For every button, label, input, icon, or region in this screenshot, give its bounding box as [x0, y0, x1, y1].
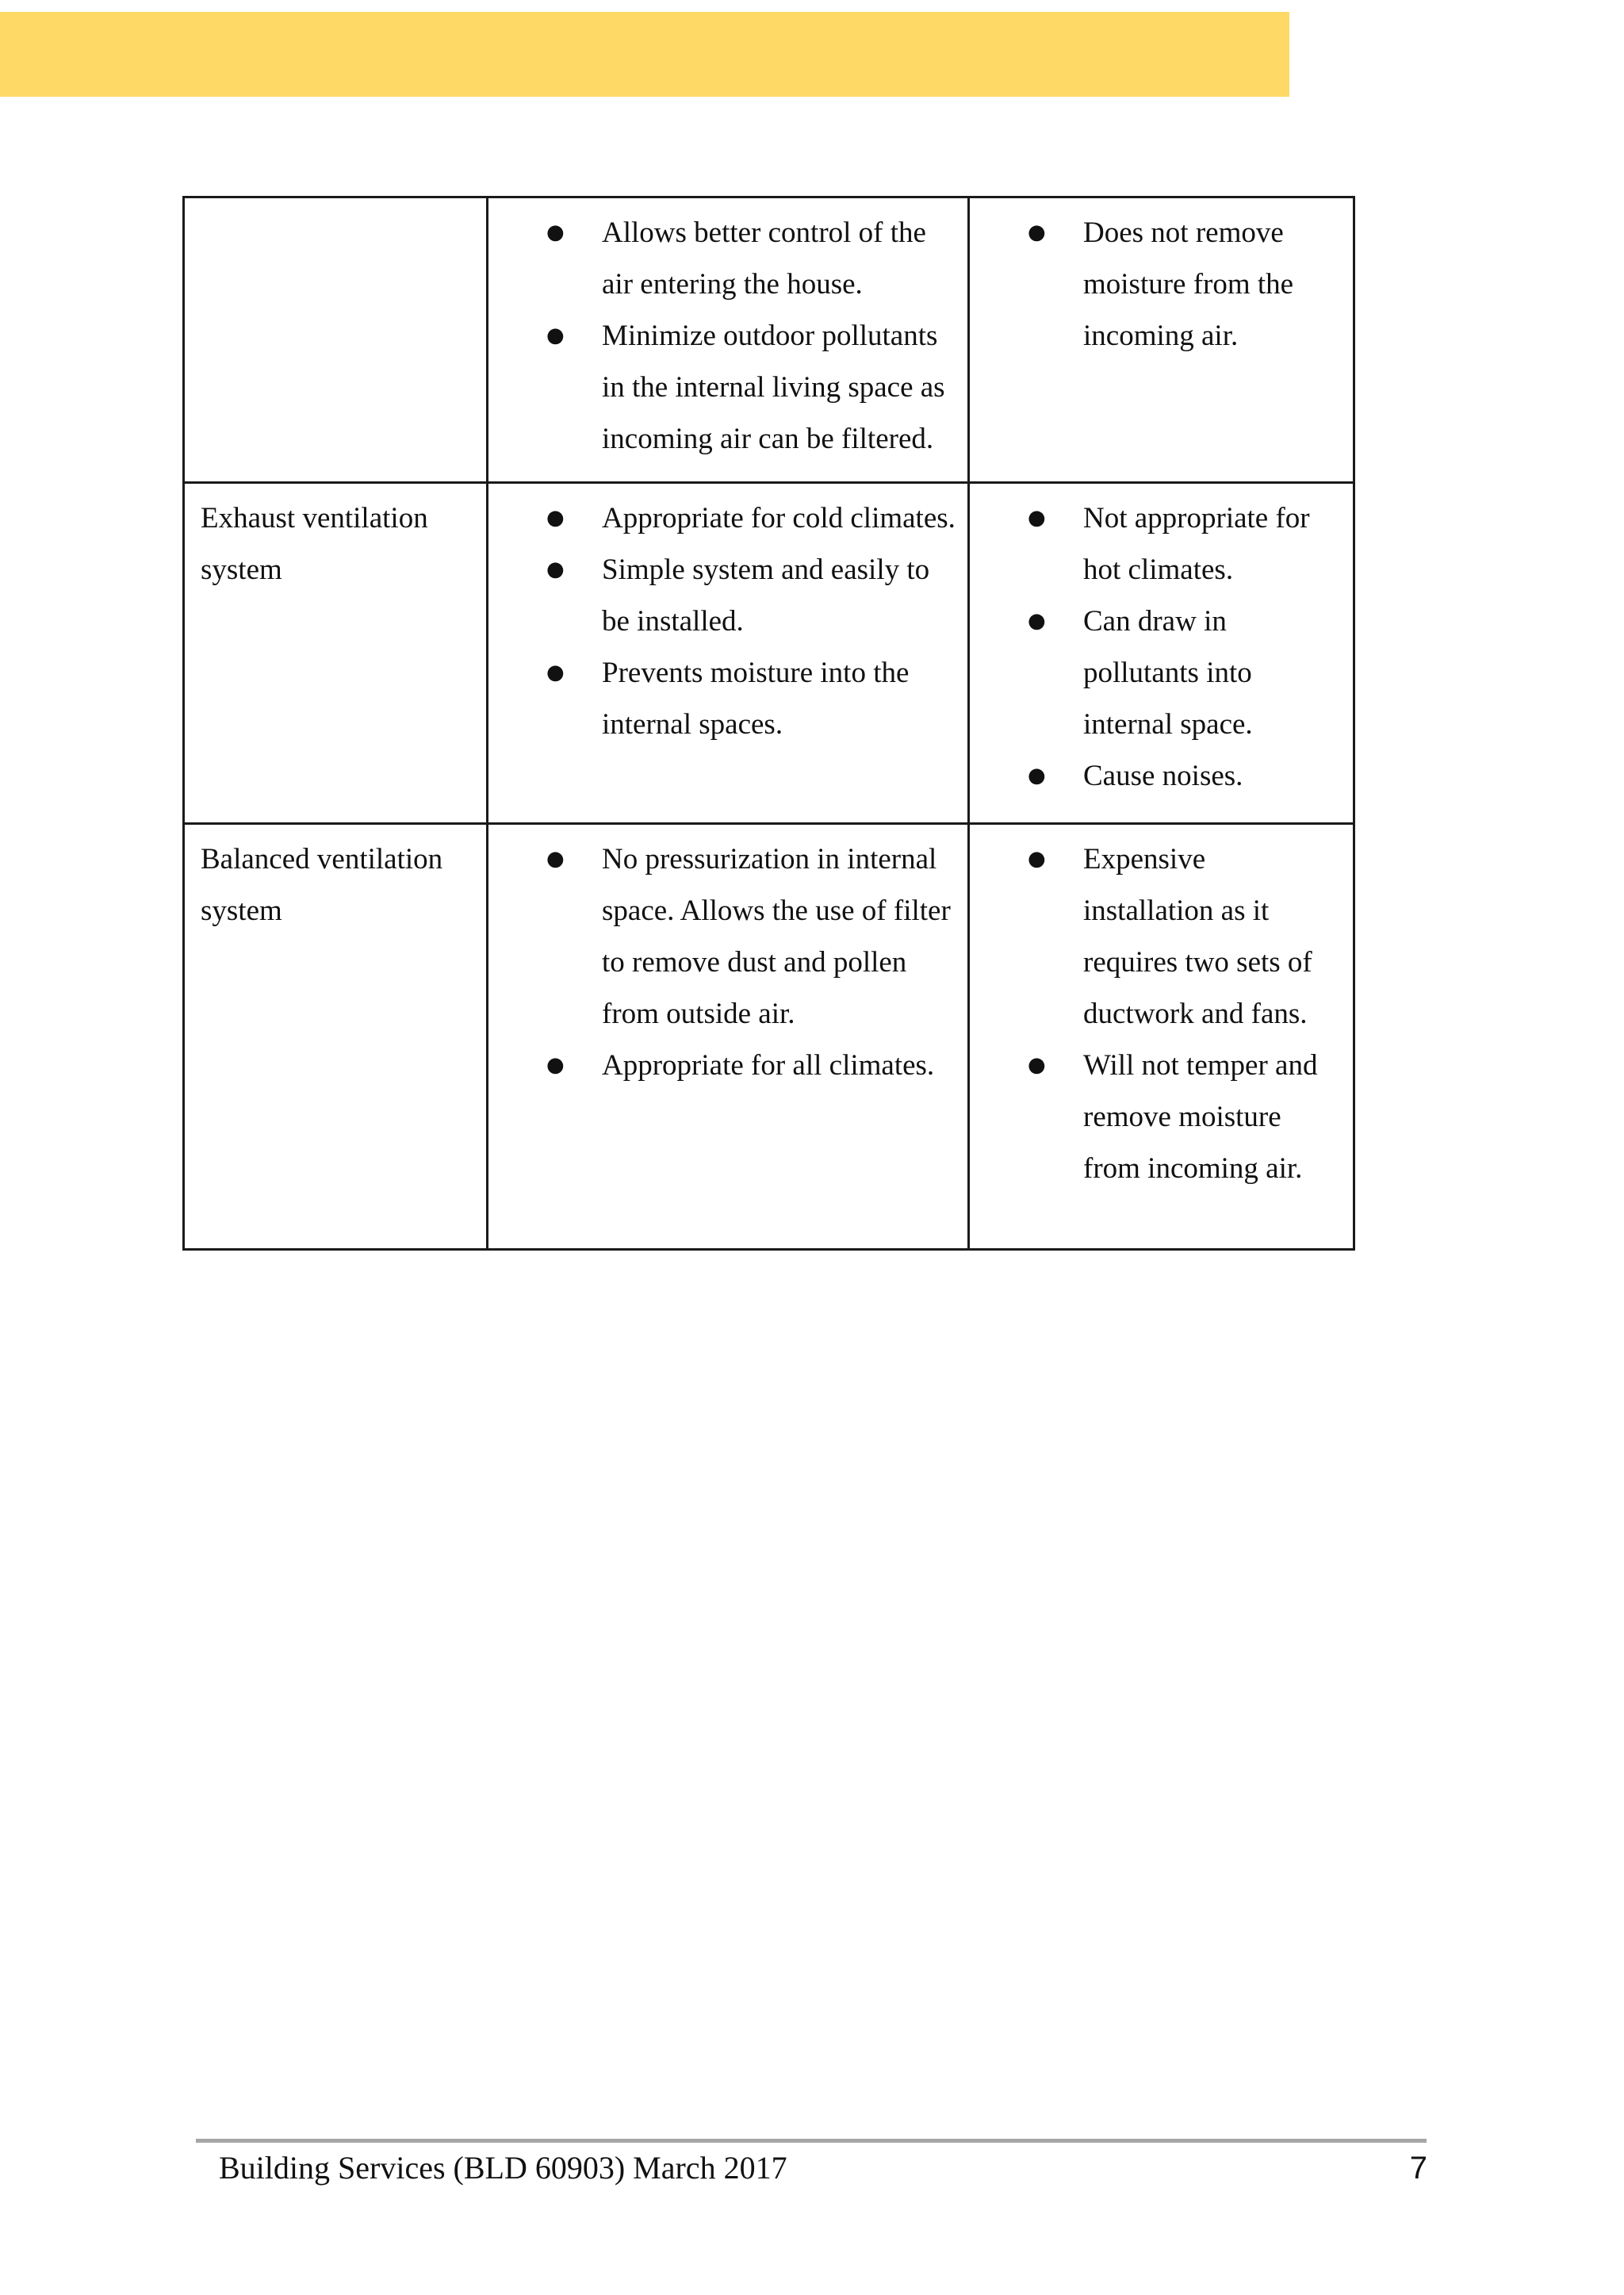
- bullet-icon: ●: [546, 324, 565, 347]
- system-name: Balanced ventilation system: [201, 843, 443, 927]
- footer-divider: [196, 2139, 1427, 2143]
- disadvantages-list: [970, 198, 1353, 362]
- system-name-cell: [184, 483, 488, 824]
- table-row: [184, 197, 1354, 483]
- advantages-list: [488, 825, 967, 1091]
- bullet-icon: ●: [546, 220, 565, 244]
- list-item: ● Simple system and easily to be installed.: [602, 544, 956, 647]
- list-item: ● Prevents moisture into the internal spaces.: [602, 647, 956, 750]
- page-number: 7: [1409, 2151, 1427, 2186]
- bullet-icon: ●: [546, 661, 565, 684]
- disadvantages-cell: [969, 824, 1354, 1250]
- system-name: Exhaust ventilation system: [201, 502, 428, 586]
- bullet-icon: ●: [546, 506, 565, 530]
- list-item: ● Can draw in pollutants into internal space.: [1083, 596, 1342, 750]
- disadvantages-list: [970, 825, 1353, 1194]
- footer-text: Building Services (BLD 60903) March 2017: [219, 2150, 787, 2186]
- system-name-cell: [184, 197, 488, 483]
- header-band: [0, 12, 1289, 97]
- bullet-icon: ●: [1028, 506, 1046, 530]
- table-row: [184, 824, 1354, 1250]
- bullet-icon: ●: [1028, 847, 1046, 871]
- bullet-icon: ●: [546, 847, 565, 871]
- ventilation-systems-table: [182, 196, 1355, 1251]
- list-item: ● Allows better control of the air entering the house.: [602, 207, 956, 310]
- table-row: [184, 483, 1354, 824]
- system-name-cell: [184, 824, 488, 1250]
- list-item: ● No pressurization in internal space. Allows the use of filter to remove dust and pollen from outside air.: [602, 833, 956, 1040]
- advantages-list: [488, 198, 967, 465]
- list-item: ● Appropriate for all climates.: [602, 1040, 956, 1091]
- list-item: ● Not appropriate for hot climates.: [1083, 492, 1342, 596]
- list-item: ● Minimize outdoor pollutants in the internal living space as incoming air can be filtered.: [602, 310, 956, 465]
- disadvantages-list: [970, 484, 1353, 802]
- bullet-icon: ●: [1028, 764, 1046, 787]
- advantages-cell: [488, 197, 969, 483]
- list-item: ● Cause noises.: [1083, 750, 1342, 802]
- disadvantages-cell: [969, 197, 1354, 483]
- bullet-icon: ●: [1028, 1053, 1046, 1077]
- bullet-icon: ●: [1028, 609, 1046, 633]
- advantages-cell: [488, 483, 969, 824]
- list-item: ● Appropriate for cold climates.: [602, 492, 956, 544]
- disadvantages-cell: [969, 483, 1354, 824]
- bullet-icon: ●: [546, 557, 565, 581]
- system-name: [185, 198, 486, 207]
- advantages-cell: [488, 824, 969, 1250]
- bullet-icon: ●: [1028, 220, 1046, 244]
- bullet-icon: ●: [546, 1053, 565, 1077]
- list-item: ● Expensive installation as it requires two sets of ductwork and fans.: [1083, 833, 1342, 1040]
- advantages-list: [488, 484, 967, 750]
- list-item: ● Will not temper and remove moisture from incoming air.: [1083, 1040, 1342, 1194]
- list-item: ● Does not remove moisture from the incoming air.: [1083, 207, 1342, 362]
